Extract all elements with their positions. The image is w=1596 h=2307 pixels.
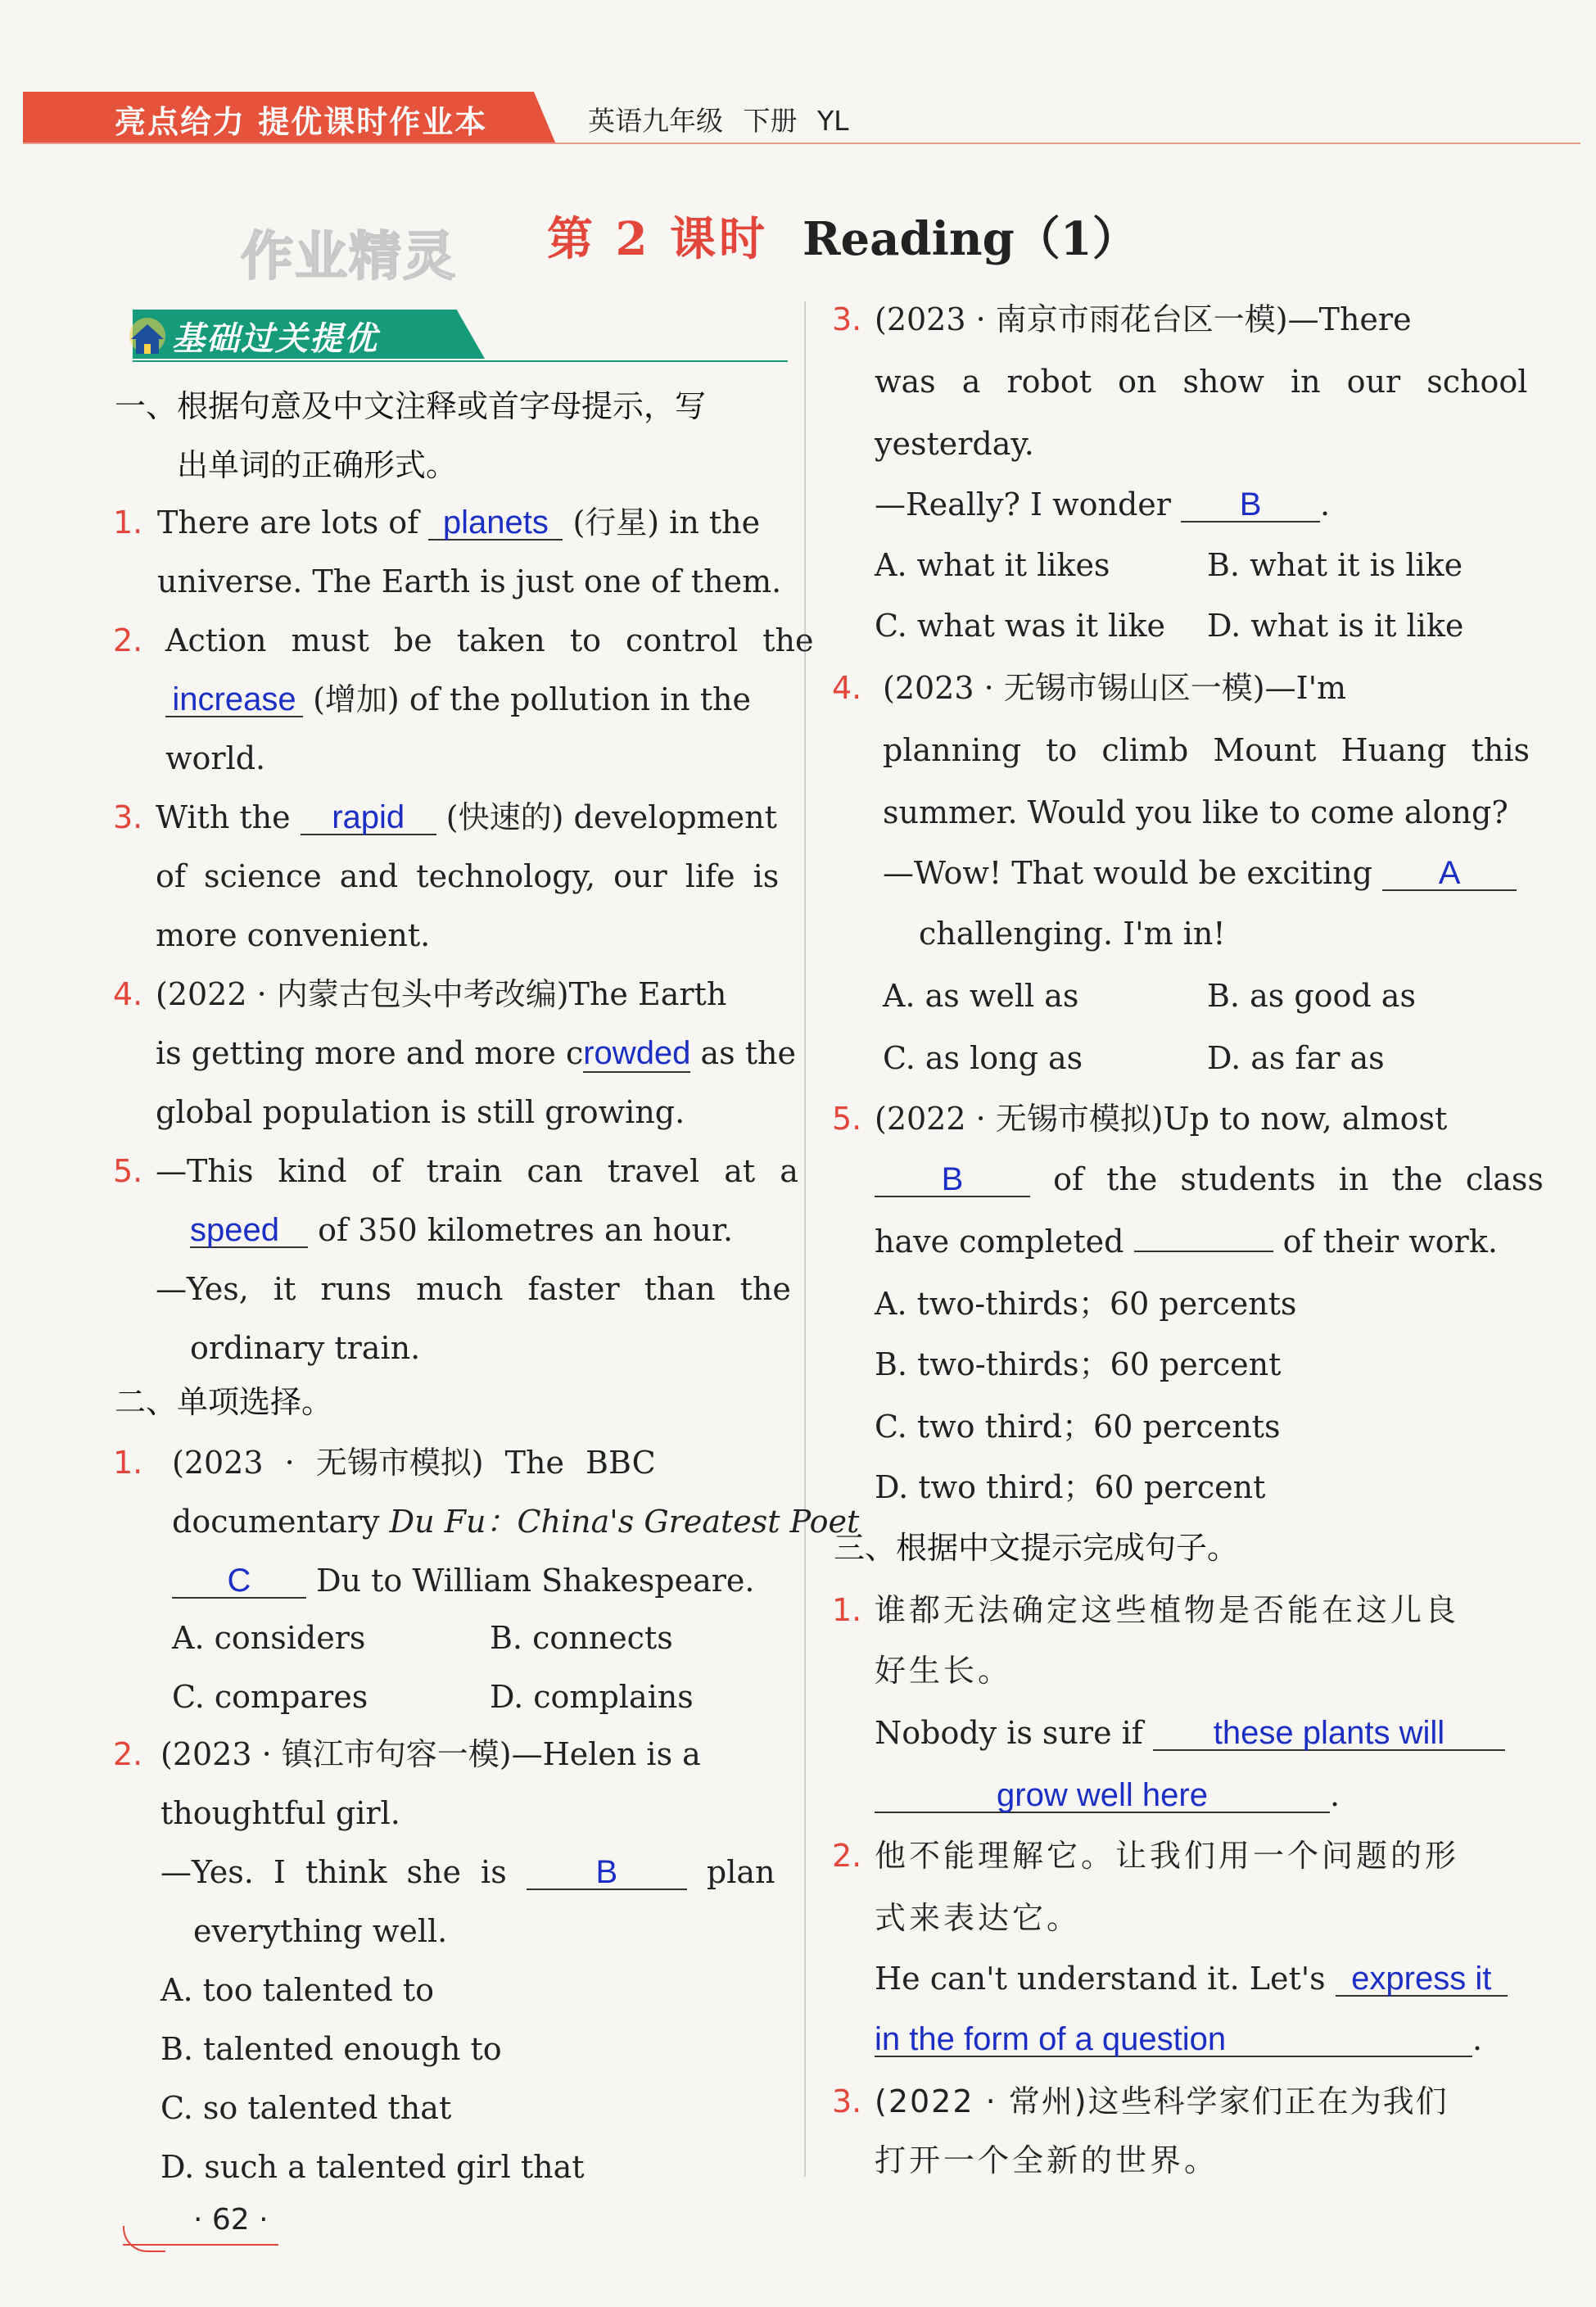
question-number: 1. (113, 1445, 143, 1481)
option[interactable]: C. what was it like (875, 608, 1165, 644)
option[interactable]: D. as far as (1207, 1040, 1385, 1076)
question-text (190, 1210, 733, 1250)
chinese-prompt: 谁都无法确定这些植物是否能在这儿良 (875, 1592, 1460, 1628)
option[interactable]: C. as long as (883, 1040, 1083, 1076)
question-text: summer. Would you like to come along? (883, 794, 1508, 830)
option[interactable]: B. two-thirds；60 percent (875, 1346, 1282, 1382)
question-text-part: is getting more and more c (156, 1035, 584, 1071)
question-text (875, 1713, 1505, 1753)
question-text-part: (快速的) development (445, 799, 777, 835)
brand-title: 亮点给力 提优课时作业本 (115, 104, 488, 140)
answer-blank[interactable]: these plants will (1153, 1717, 1505, 1751)
question-text-part: have completed (875, 1224, 1124, 1260)
question-text: (2023 · 镇江市句容一模)—Helen is a (161, 1736, 701, 1772)
question-text (875, 1959, 1508, 1998)
answer-blank[interactable]: A (1382, 857, 1517, 891)
option[interactable]: D. what is it like (1207, 608, 1464, 644)
section-one-line1: 一、根据句意及中文注释或首字母提示，写 (115, 388, 707, 424)
question-text: everything well. (193, 1913, 448, 1949)
section-rule (133, 360, 788, 362)
answer-blank[interactable]: B (875, 1163, 1030, 1197)
question-text-part: He can't understand it. Let's (875, 1961, 1326, 1997)
question-text: Action must be taken to control the (165, 622, 814, 658)
question-text: challenging. I'm in! (919, 916, 1226, 952)
question-text-part: —Really? I wonder (875, 486, 1171, 522)
question-text (875, 1222, 1498, 1261)
option[interactable]: D. complains (490, 1679, 694, 1715)
question-text-part: of the students in the class (1053, 1161, 1544, 1197)
chinese-prompt: (2022 · 常州)这些科学家们正在为我们 (875, 2083, 1449, 2119)
option[interactable]: A. as well as (883, 978, 1079, 1014)
question-text: of science and technology, our life is (156, 858, 780, 894)
section-one-line2: 出单词的正确形式。 (177, 447, 458, 483)
question-text: yesterday. (875, 426, 1034, 462)
answer-blank[interactable] (1134, 1251, 1273, 1252)
question-text: —Yes, it runs much faster than the (156, 1271, 791, 1307)
question-text: grow well here . (875, 1775, 1340, 1815)
question-number: 3. (113, 799, 143, 835)
chinese-prompt: 打开一个全新的世界。 (875, 2142, 1219, 2178)
question-number: 4. (113, 976, 143, 1012)
answer-rest: peed (206, 1212, 279, 1248)
question-text-part: (增加) of the pollution in the (313, 681, 751, 717)
option[interactable]: C. two third；60 percents (875, 1409, 1281, 1445)
answer-blank[interactable]: rapid (301, 801, 436, 835)
option[interactable]: B. connects (490, 1620, 673, 1656)
question-text (172, 1502, 859, 1541)
question-text: ordinary train. (190, 1330, 421, 1366)
question-text: (2022 · 无锡市模拟)Up to now, almost (875, 1101, 1448, 1137)
house-icon (124, 314, 170, 360)
answer-blank[interactable]: increase (165, 683, 303, 717)
answer-blank[interactable]: planets (428, 506, 563, 541)
question-text-part: With the (156, 799, 291, 835)
question-text (156, 1034, 796, 1073)
question-text-part: Du to William Shakespeare. (316, 1563, 755, 1599)
option[interactable]: A. too talented to (161, 1972, 435, 2008)
question-text-part: (行星) in the (572, 504, 761, 541)
page-number-rule (123, 2244, 278, 2246)
question-text (875, 1160, 1544, 1199)
question-text-part: of 350 kilometres an hour. (318, 1212, 734, 1248)
question-text-part: —Wow! That would be exciting (883, 855, 1372, 891)
question-number: 5. (832, 1101, 862, 1137)
question-text: —Really? I wonder B . (875, 486, 1331, 522)
watermark-logo: 作业精灵 (241, 227, 457, 287)
question-text-part: There are lots of (157, 504, 419, 541)
section-one-heading (115, 377, 706, 495)
option[interactable]: B. what it is like (1207, 547, 1463, 583)
question-number: 5. (113, 1153, 143, 1189)
question-text: planning to climb Mount Huang this (883, 732, 1530, 768)
question-text (157, 503, 760, 542)
question-text: (2022 · 内蒙古包头中考改编)The Earth (156, 976, 727, 1012)
option[interactable]: A. what it likes (875, 547, 1110, 583)
answer-blank[interactable]: B (1181, 488, 1320, 522)
answer-first-letter: s (190, 1212, 206, 1248)
option[interactable]: A. two-thirds；60 percents (875, 1286, 1297, 1322)
question-text-part: as the (700, 1035, 796, 1071)
option[interactable]: D. such a talented girl that (161, 2149, 585, 2185)
section-two-heading: 二、单项选择。 (115, 1384, 333, 1420)
question-text-part: plan (706, 1854, 775, 1890)
lesson-topic: Reading（1） (803, 212, 1138, 266)
question-text: (2023 · 无锡市锡山区一模)—I'm (883, 670, 1347, 706)
question-number: 1. (113, 504, 143, 541)
option[interactable]: A. considers (172, 1620, 366, 1656)
option[interactable]: C. compares (172, 1679, 368, 1715)
header-rule (23, 142, 1580, 144)
question-text: (2023 · 无锡市模拟) The BBC (172, 1445, 656, 1481)
answer-blank[interactable]: in the form of a question (875, 2023, 1472, 2057)
question-text: was a robot on show in our school (875, 364, 1528, 400)
question-text (161, 1852, 775, 1892)
option[interactable]: D. two third；60 percent (875, 1469, 1266, 1505)
question-text: in the form of a question . (875, 2021, 1483, 2057)
question-number: 4. (832, 670, 862, 706)
question-text: more convenient. (156, 917, 431, 953)
option[interactable]: C. so talented that (161, 2090, 452, 2126)
answer-blank[interactable]: express it (1336, 1962, 1508, 1997)
section-three-heading: 三、根据中文提示完成句子。 (834, 1530, 1239, 1566)
answer-blank[interactable]: B (527, 1856, 687, 1890)
question-text: (2023 · 南京市雨花台区一模)—There (875, 301, 1412, 337)
section-tag-label: 基础过关提优 (172, 320, 378, 358)
question-text-part: of their work. (1282, 1224, 1498, 1260)
answer-blank[interactable]: rowded (583, 1035, 691, 1071)
question-number: 3. (832, 2083, 862, 2119)
question-text-part: Nobody is sure if (875, 1715, 1143, 1751)
question-text: thoughtful girl. (161, 1795, 400, 1831)
question-text: universe. The Earth is just one of them. (157, 563, 782, 599)
lesson-number: 第 2 课时 (547, 212, 768, 266)
chinese-prompt: 他不能理解它。让我们用一个问题的形 (875, 1838, 1460, 1874)
option[interactable]: B. talented enough to (161, 2031, 502, 2067)
page-number-ornament (123, 2226, 165, 2252)
question-text (156, 798, 777, 837)
answer-blank[interactable]: grow well here (875, 1779, 1330, 1813)
question-text: —This kind of train can travel at a (156, 1153, 798, 1189)
question-number: 3. (832, 301, 862, 337)
question-text: global population is still growing. (156, 1094, 685, 1130)
question-number: 2. (113, 622, 143, 658)
question-number: 1. (832, 1592, 862, 1628)
chinese-prompt: 好生长。 (875, 1653, 1013, 1689)
answer-blank[interactable] (190, 1214, 308, 1248)
column-divider (804, 301, 806, 2177)
subject-label: 英语九年级 下册 YL (588, 105, 849, 137)
answer-blank[interactable]: C (172, 1564, 306, 1599)
question-text-part: documentary (172, 1504, 380, 1540)
question-number: 2. (113, 1736, 143, 1772)
question-number: 2. (832, 1838, 862, 1874)
documentary-title: Du Fu：China's Greatest Poet (389, 1504, 860, 1540)
question-text (172, 1561, 755, 1600)
page-number: · 62 · (193, 2203, 269, 2237)
question-text (165, 680, 751, 719)
question-text (883, 853, 1517, 893)
question-text-part: —Yes. I think she is (161, 1854, 507, 1890)
chinese-prompt: 式来表达它。 (875, 1900, 1082, 1936)
option[interactable]: B. as good as (1207, 978, 1416, 1014)
question-text: world. (165, 740, 266, 776)
